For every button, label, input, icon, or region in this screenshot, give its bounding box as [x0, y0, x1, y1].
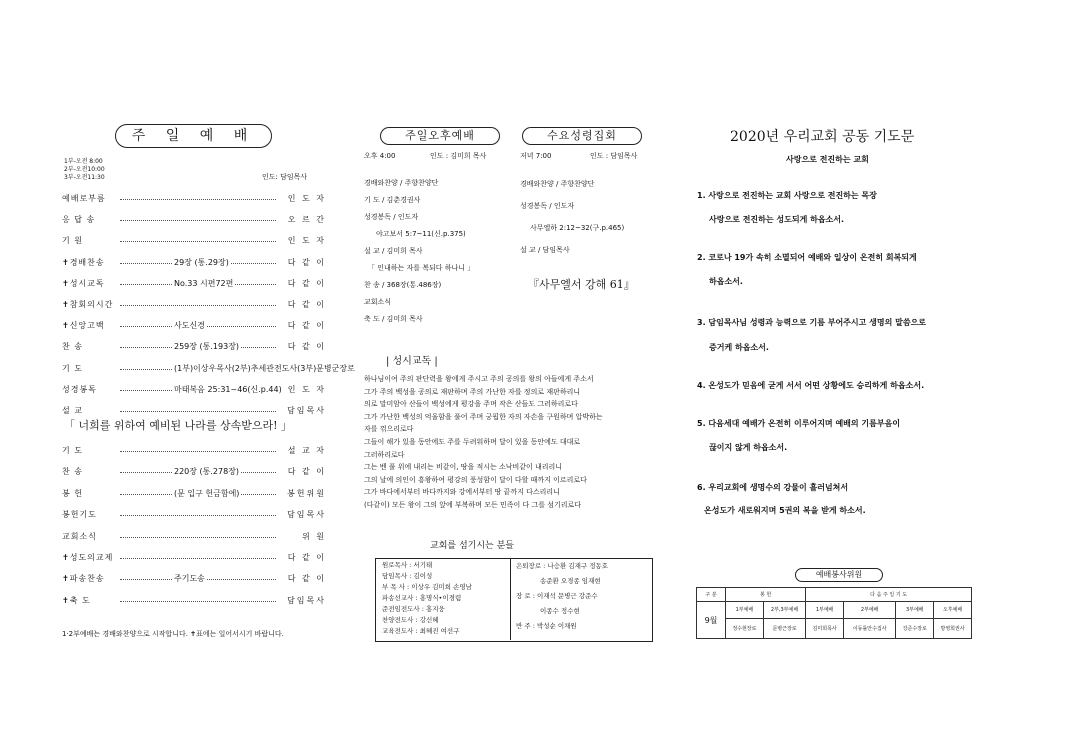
- sunday-title-box: [115, 124, 272, 148]
- order-detail: (문 입구 헌금함에): [174, 488, 240, 498]
- order-label: 찬 송: [62, 467, 83, 477]
- leader-dots: [120, 558, 276, 559]
- line: 설 교 / 담임목사: [520, 246, 570, 254]
- order-detail: No.33 시편72편: [174, 278, 234, 288]
- time-2: 2부-오전10:00: [64, 166, 105, 173]
- service-header-category: 구 분: [697, 588, 726, 602]
- service-subheader: 2부,3부예배: [763, 602, 805, 618]
- leader-dots: [120, 515, 276, 516]
- prayer-item: 끊이지 않게 하옵소서.: [709, 443, 788, 452]
- order-label: 성경봉독: [62, 384, 97, 394]
- line: 축 도 / 김미희 목사: [364, 315, 423, 323]
- order-label: 기 도: [62, 446, 83, 455]
- order-label: 봉헌기도: [62, 510, 97, 520]
- order-detail: 220장 (통.278장): [174, 467, 240, 477]
- order-role: 다 같 이: [287, 467, 326, 477]
- order-label: 설 교: [62, 406, 83, 415]
- service-cell: 정수현장로: [726, 618, 764, 638]
- order-item: [62, 320, 326, 332]
- order-label: 교회소식: [62, 531, 97, 541]
- prayer-subtitle: 사랑으로 전진하는 교회: [786, 155, 869, 164]
- prayer-item: 1. 사랑으로 전진하는 교회 사랑으로 전진하는 목장: [697, 191, 877, 200]
- order-item: [62, 552, 326, 564]
- leader-dots: [120, 220, 276, 221]
- line: 찬 송 / 368장(통.486장): [364, 281, 442, 289]
- sermon-title: 「 너희를 위하여 예비된 나라를 상속받으라! 」: [64, 419, 293, 432]
- service-cell: 강준수장로: [896, 618, 934, 638]
- wednesday-title-box: [522, 127, 642, 145]
- line: 그들이 해가 있을 동안에도 주를 두려워하며 달이 있을 동안에도 대대로: [364, 438, 581, 446]
- line: 의로 말미암아 산들이 백성에게 평강을 주며 작은 산들도 그러하리로다: [364, 400, 578, 409]
- order-role: 다 같 이: [287, 321, 326, 331]
- line: 경배와찬양 / 주향찬양단: [364, 179, 439, 187]
- line: 그의 날에 의인이 흥왕하여 평강의 풍성함이 달이 다할 때까지 이르리로다: [364, 475, 587, 484]
- afternoon-title-box: [380, 127, 500, 145]
- line: 송준환 오경종 임재현: [540, 577, 601, 585]
- footnote: 1·2부예배는 경배와찬양으로 시작합니다. ✝표에는 일어서시기 바랍니다.: [62, 630, 284, 638]
- line: 자를 꺾으리로다: [364, 425, 414, 434]
- order-item: [62, 214, 326, 226]
- leader-dots: [120, 199, 276, 200]
- service-times: [64, 158, 105, 182]
- prayer-item: 6. 우리교회에 생명수의 강물이 흘러넘쳐서: [697, 483, 849, 492]
- leader-dots: [120, 305, 276, 306]
- order-detail: (1부)이상우목사(2부)추세관전도사(3부)문병군장로: [174, 363, 355, 373]
- order-label: ✝신앙고백: [62, 321, 105, 331]
- order-label: 예배로부름: [62, 194, 106, 203]
- order-label: 기 원: [62, 236, 83, 246]
- order-role: 담임목사: [287, 595, 326, 605]
- service-cell: 이동률안수집사: [844, 618, 896, 638]
- order-role: 다 같 이: [287, 300, 326, 309]
- line: 경배와찬양 / 주향찬양단: [520, 180, 595, 188]
- line: 장 로 : 이재석 문병근 강준수: [516, 592, 598, 600]
- order-label: ✝성도의교제: [62, 553, 114, 562]
- prayer-item: 온성도가 새로워지며 5권의 복을 받게 하소서.: [704, 506, 866, 515]
- line: 교회소식: [364, 298, 392, 306]
- service-subheader: 3부예배: [896, 602, 934, 618]
- time-1: 1부-오전 8:00: [64, 158, 103, 165]
- leader-dots: [120, 537, 276, 538]
- line: 담임목사 : 김이성: [382, 572, 433, 580]
- prayer-item: 5. 다음세대 예배가 온전히 이루어지며 예배의 기름부음이: [697, 419, 901, 428]
- prayer-item: 사랑으로 전진하는 성도되게 하옵소서.: [709, 215, 845, 224]
- line: 그러하리로다: [364, 450, 405, 459]
- order-item: [62, 405, 326, 417]
- line: 야고보서 5:7~11(신.p.375): [376, 230, 466, 238]
- order-role: 위 원: [302, 531, 326, 541]
- time-3: 3부-오전11:30: [64, 174, 105, 181]
- service-title: 예배봉사위원: [815, 570, 863, 579]
- prayer-item: 4. 온성도가 믿음에 굳게 서서 어떤 상황에도 승리하게 하옵소서.: [697, 381, 925, 390]
- service-cell: 문병근장로: [763, 618, 805, 638]
- order-role: 다 같 이: [287, 342, 326, 352]
- service-subheader: 1부예배: [726, 602, 764, 618]
- wednesday-sermon: 『사무엘서 강해 61』: [528, 278, 635, 291]
- order-label: ✝경배찬송: [62, 257, 105, 267]
- order-item: [62, 466, 326, 478]
- order-item: [62, 278, 326, 290]
- afternoon-leader: 인도 : 김미희 목사: [430, 152, 487, 160]
- order-role: 담임목사: [287, 510, 326, 520]
- order-role: 담임목사: [287, 406, 326, 415]
- line: 성경봉독 / 인도자: [520, 202, 575, 210]
- line: 「 인내하는 자를 복되다 하나니 」: [368, 264, 475, 272]
- line: 은퇴장로 : 나승환 김재구 정동호: [516, 562, 609, 570]
- order-item: [62, 235, 326, 247]
- service-subheader: 오후예배: [934, 602, 972, 618]
- reading-title: | 성시교독 |: [386, 356, 438, 367]
- order-label: ✝참회의시간: [62, 300, 114, 309]
- prayer-item: 증거케 하옵소서.: [709, 343, 769, 352]
- staff-title: 교회를 섬기시는 분들: [430, 541, 514, 551]
- order-role: 다 같 이: [287, 278, 326, 288]
- order-detail: 주기도송: [174, 574, 205, 584]
- line: 성경봉독 / 인도자: [364, 213, 419, 221]
- sunday-title: 주 일 예 배: [131, 128, 256, 144]
- leader-dots: [120, 601, 276, 602]
- order-role: 설 교 자: [287, 446, 326, 455]
- line: 하나님이여 주의 판단력을 왕에게 주시고 주의 공의를 왕의 아들에게 주소서: [364, 375, 594, 383]
- order-item: [62, 573, 326, 585]
- service-header-prayer: 다 음 주 일 기 도: [806, 588, 972, 602]
- order-item: [62, 488, 326, 500]
- service-subheader: 2부예배: [844, 602, 896, 618]
- line: 찬양전도사 : 강신혜: [382, 616, 439, 624]
- line: 파송선교사 : 홍명식•이경렴: [382, 594, 462, 602]
- line: 반 주 : 박성순 이채원: [516, 622, 577, 630]
- staff-divider: [510, 558, 511, 640]
- order-item: [62, 531, 326, 543]
- prayer-item: 2. 코로나 19가 속히 소멸되어 예배와 일상이 온전히 회복되게: [697, 253, 917, 262]
- order-item: [62, 341, 326, 353]
- order-item: [62, 363, 355, 375]
- service-month: 9월: [697, 602, 726, 639]
- order-detail: 29장 (통.29장): [174, 257, 229, 267]
- order-role: 다 같 이: [287, 257, 326, 267]
- line: 그는 벤 풀 위에 내리는 비같이, 땅을 적시는 소낙비같이 내리리니: [364, 463, 563, 472]
- service-title-box: [795, 568, 883, 582]
- order-label: 응 답 송: [62, 215, 96, 225]
- line: 원로목사 : 서기태: [382, 561, 433, 569]
- leader-dots: [120, 411, 276, 412]
- prayer-title: 2020년 우리교회 공동 기도문: [730, 129, 915, 145]
- order-label: ✝파송찬송: [62, 574, 105, 584]
- service-cell: 김미희목사: [806, 618, 844, 638]
- order-role: 봉헌위원: [287, 488, 326, 498]
- afternoon-time: 오후 4:00: [364, 152, 396, 160]
- order-detail: 마태복음 25:31~46(신.p.44): [174, 384, 282, 394]
- line: (다같이) 모든 왕이 그의 앞에 부복하며 모든 민족이 다 그를 섬기리로다: [364, 501, 582, 509]
- service-subheader: 1부예배: [806, 602, 844, 618]
- line: 설 교 / 김미희 목사: [364, 247, 423, 255]
- order-role: 인 도 자: [287, 384, 326, 394]
- wednesday-title: 수요성령집회: [547, 129, 617, 142]
- order-role: 오 르 간: [287, 215, 326, 225]
- afternoon-title: 주일오후예배: [405, 129, 475, 142]
- prayer-item: 3. 담임목사님 성령과 능력으로 기름 부어주시고 생명의 말씀으로: [697, 318, 927, 327]
- line: 그가 주의 백성을 공의로 재판하며 주의 가난한 자를 정의로 재판하리니: [364, 387, 581, 396]
- wednesday-leader: 인도 : 담임목사: [590, 152, 638, 160]
- order-role: 인 도 자: [287, 236, 326, 246]
- line: 기 도 / 김춘경권사: [364, 196, 421, 204]
- order-role: 다 같 이: [287, 574, 326, 584]
- order-label: 찬 송: [62, 342, 83, 352]
- order-label: 봉 헌: [62, 488, 83, 498]
- order-detail: 사도신경: [174, 321, 205, 331]
- service-cell: 방영희권사: [934, 618, 972, 638]
- line: 그가 바다에서부터 바다까지와 강에서부터 땅 끝까지 다스리리니: [364, 488, 560, 497]
- wednesday-time: 저녁 7:00: [520, 152, 552, 160]
- order-role: 다 같 이: [287, 553, 326, 562]
- line: 교육전도사 : 최혜진 여선구: [382, 627, 460, 635]
- leader-dots: [120, 241, 276, 242]
- order-detail: 259장 (통.193장): [174, 342, 240, 352]
- service-table: [696, 587, 972, 639]
- line: 이종수 정수현: [540, 607, 580, 615]
- order-item: [62, 384, 326, 396]
- order-label: ✝축 도: [62, 595, 91, 605]
- order-item: [62, 299, 326, 311]
- order-label: ✝성시교독: [62, 278, 105, 288]
- prayer-item: 하옵소서.: [709, 277, 743, 286]
- order-role: 인 도 자: [287, 194, 326, 203]
- leader-dots: [120, 451, 276, 452]
- line: 부 목 사 : 이상우 김미희 손영남: [382, 583, 472, 591]
- sunday-leader: 인도: 담임목사: [262, 173, 308, 181]
- service-header-offering: 봉 헌: [726, 588, 806, 602]
- order-item: [62, 509, 326, 521]
- order-item: [62, 193, 326, 205]
- order-item: [62, 445, 326, 457]
- line: 준전임전도사 : 홍지웅: [382, 605, 445, 613]
- order-item: [62, 595, 326, 607]
- order-item: [62, 257, 326, 269]
- order-label: 기 도: [62, 363, 83, 373]
- line: 그가 가난한 백성의 억울함을 풀어 주며 궁핍한 자의 자손을 구원하며 압박하는: [364, 412, 603, 421]
- line: 사무엘하 2:12~32(구.p.465): [530, 224, 625, 232]
